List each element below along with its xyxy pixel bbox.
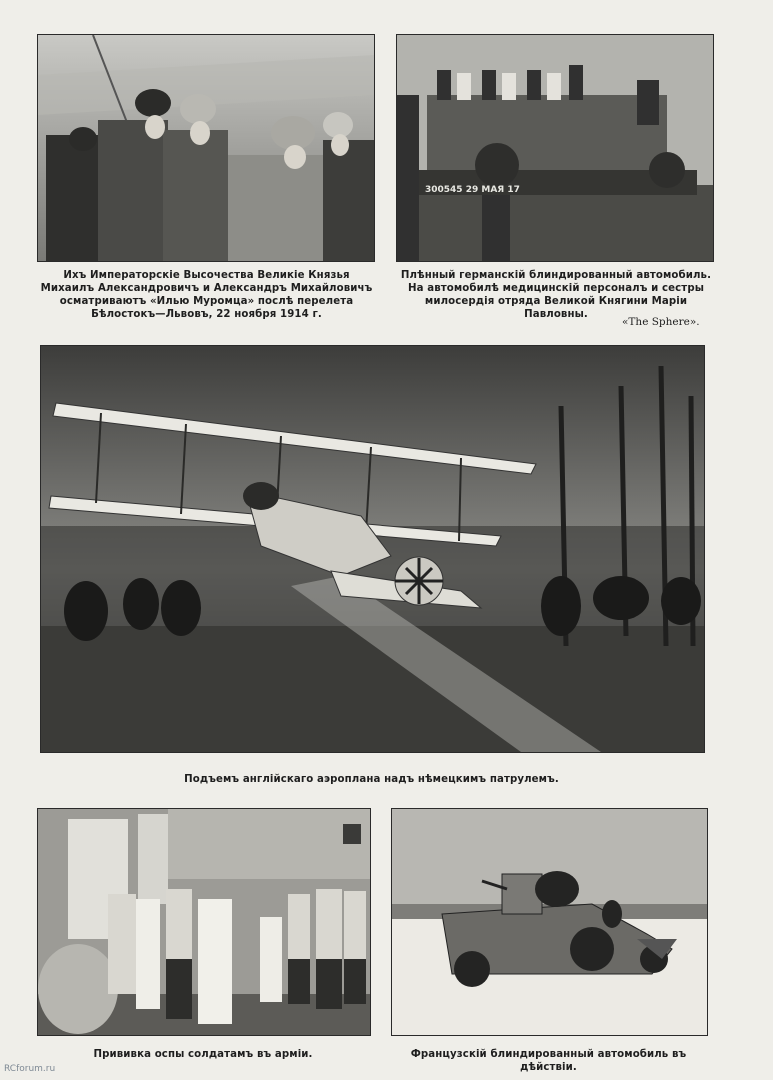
photo-french-armored-car bbox=[391, 808, 708, 1036]
caption-grand-dukes: Ихъ Императорскіе Высочества Великіе Князья Михаилъ Александровичъ и Александръ Михайловичъ осматриваютъ «Илью Муромца» послѣ перелета Бѣлостокъ—Львовъ, 22 ноября 1914 г. bbox=[40, 270, 373, 320]
photo-grand-dukes bbox=[37, 34, 375, 262]
photo-grand-dukes-image bbox=[38, 35, 374, 261]
photo-french-armored-car-image bbox=[392, 809, 707, 1035]
photo-captured-armored-car-image bbox=[397, 35, 713, 261]
photo-captured-armored-car bbox=[396, 34, 714, 262]
caption-vaccination: Прививка оспы солдатамъ въ арміи. bbox=[93, 1049, 313, 1060]
photo-vaccination-image bbox=[38, 809, 370, 1035]
caption-french-armored-car: Французскій блиндированный автомобиль въ дѣйствіи. bbox=[410, 1049, 687, 1073]
site-watermark: RCforum.ru bbox=[4, 1064, 56, 1074]
painting-british-aeroplane bbox=[40, 345, 705, 753]
source-the-sphere: «The Sphere». bbox=[622, 316, 700, 328]
painting-british-aeroplane-image bbox=[41, 346, 704, 752]
caption-british-aeroplane: Подъемъ англійскаго аэроплана надъ нѣмецкимъ патрулемъ. bbox=[184, 774, 559, 785]
rail-car-plate: 300545 29 МАЯ 17 bbox=[425, 185, 520, 195]
caption-captured-armored-car: Плѣнный германскій блиндированный автомобиль. На автомобилѣ медицинскій персоналъ и сестры милосердія отряда Великой Княгини Маріи Павловны. bbox=[400, 270, 712, 320]
photo-vaccination bbox=[37, 808, 371, 1036]
